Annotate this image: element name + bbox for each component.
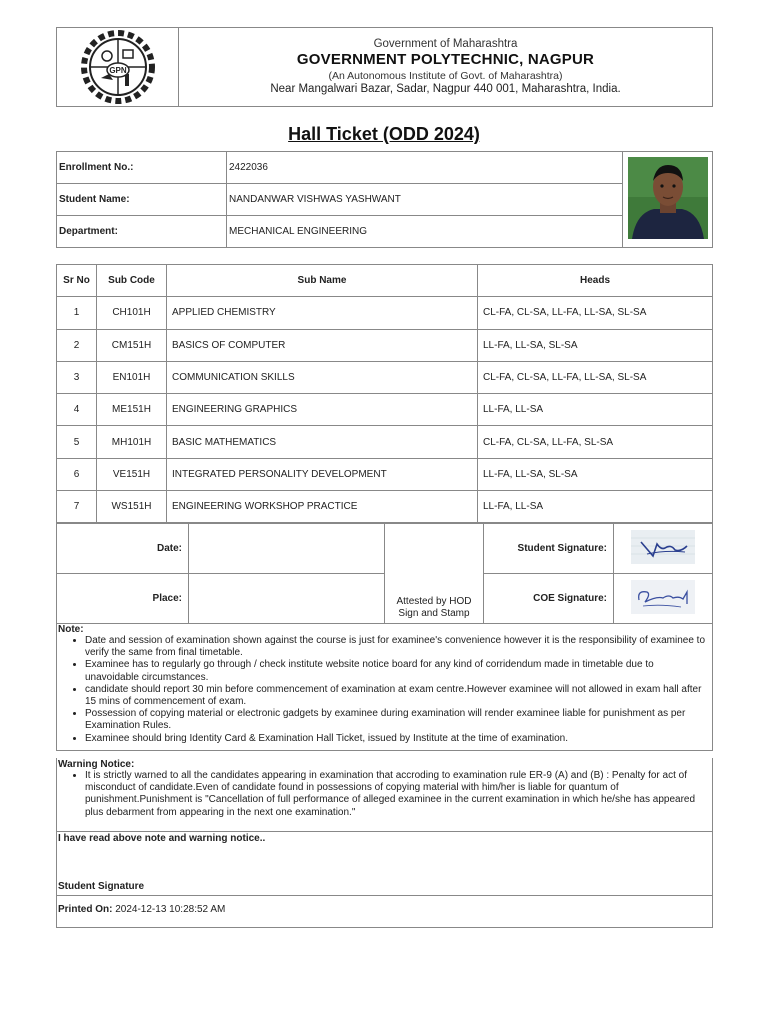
government-line: Government of Maharashtra xyxy=(373,38,518,50)
sub-name-cell: COMMUNICATION SKILLS xyxy=(167,361,478,393)
subjects-header-row xyxy=(57,265,713,297)
table-row xyxy=(57,458,713,490)
logo-text: GPN xyxy=(108,66,127,75)
heads-cell: LL-FA, LL-SA, SL-SA xyxy=(478,458,713,490)
sub-code-cell: WS151H xyxy=(97,491,167,523)
printed-on xyxy=(56,896,713,928)
col-header-sub-name: Sub Name xyxy=(167,265,478,297)
warning-list xyxy=(85,770,710,819)
col-header-heads: Heads xyxy=(478,265,713,297)
subjects-table xyxy=(56,264,713,523)
heads-cell: LL-FA, LL-SA xyxy=(478,394,713,426)
sub-code-cell: CH101H xyxy=(97,297,167,329)
institute-info xyxy=(179,28,712,106)
enrollment-value: 2422036 xyxy=(227,152,623,184)
hod-line2: Sign and Stamp xyxy=(398,608,470,619)
sr-no-cell: 3 xyxy=(57,361,97,393)
coe-signature-image xyxy=(631,580,695,614)
heads-cell: CL-FA, CL-SA, LL-FA, SL-SA xyxy=(478,426,713,458)
warning-heading: Warning Notice: xyxy=(58,759,135,770)
table-row xyxy=(57,361,713,393)
hod-attestation xyxy=(385,524,484,624)
signature-table xyxy=(56,523,713,624)
sr-no-cell: 7 xyxy=(57,491,97,523)
coe-signature-cell xyxy=(614,574,713,624)
sr-no-cell: 1 xyxy=(57,297,97,329)
institute-name: GOVERNMENT POLYTECHNIC, NAGPUR xyxy=(296,51,595,68)
table-row xyxy=(57,491,713,523)
student-photo xyxy=(628,157,708,239)
list-item: • Date and session of examination shown against the course is just for examinee's convenience however it is the responsibility of examinee to verify the same from final timetable. xyxy=(85,635,710,659)
department-row xyxy=(57,216,713,248)
note-list xyxy=(85,635,710,745)
sr-no-cell: 2 xyxy=(57,329,97,361)
sub-name-cell: ENGINEERING WORKSHOP PRACTICE xyxy=(167,491,478,523)
student-name-label: Student Name: xyxy=(57,184,227,216)
sub-name-cell: APPLIED CHEMISTRY xyxy=(167,297,478,329)
enrollment-row xyxy=(57,152,713,184)
col-header-sub-code: Sub Code xyxy=(97,265,167,297)
student-signature-label: Student Signature: xyxy=(484,524,614,574)
sub-name-cell: BASIC MATHEMATICS xyxy=(167,426,478,458)
coe-signature-label: COE Signature: xyxy=(484,574,614,624)
heads-cell: LL-FA, LL-SA, SL-SA xyxy=(478,329,713,361)
note-heading: Note: xyxy=(58,624,84,635)
sub-name-cell: ENGINEERING GRAPHICS xyxy=(167,394,478,426)
sub-code-cell: VE151H xyxy=(97,458,167,490)
student-name-row xyxy=(57,184,713,216)
sub-code-cell: MH101H xyxy=(97,426,167,458)
date-value xyxy=(189,524,385,574)
heads-cell: LL-FA, LL-SA xyxy=(478,491,713,523)
institute-logo-cell xyxy=(57,28,179,106)
list-item: • candidate should report 30 min before commencement of examination at exam centre.However examinee will not allowed in exam hall after 15 mins of commencement of exam. xyxy=(85,684,710,708)
table-row xyxy=(57,297,713,329)
date-label: Date: xyxy=(57,524,189,574)
date-row xyxy=(57,524,713,574)
student-info-table xyxy=(56,151,713,248)
sub-code-cell: EN101H xyxy=(97,361,167,393)
hod-line1: Attested by HOD xyxy=(396,596,472,607)
place-label: Place: xyxy=(57,574,189,624)
acknowledgement-text: I have read above note and warning notice.. xyxy=(58,833,266,844)
institute-status: (An Autonomous Institute of Govt. of Maharashtra) xyxy=(328,70,563,82)
table-row xyxy=(57,394,713,426)
list-item: • Examinee has to regularly go through / check institute website notice board for any kind of corridendum made in timetable due to unavoidable circumstances. xyxy=(85,659,710,683)
list-item: • It is strictly warned to all the candidates appearing in examination that accroding to examination rule ER-9 (A) and (B) : Penalty for act of misconduct of candidate.Even of candidate found in possessions of copying material with him/her is liable for quantum of punishment.Punishment is "Cancellation of full performance of alleged examinee in the current examination in which he/she has appeared plus debarment from appearing in the next one examination." xyxy=(85,770,710,819)
heads-cell: CL-FA, CL-SA, LL-FA, LL-SA, SL-SA xyxy=(478,361,713,393)
enrollment-label: Enrollment No.: xyxy=(57,152,227,184)
place-value xyxy=(189,574,385,624)
list-item: • Possession of copying material or electronic gadgets by examinee during examination will render examinee liable for punishment as per Examination Rules. xyxy=(85,708,710,732)
sr-no-cell: 5 xyxy=(57,426,97,458)
list-item: • Examinee should bring Identity Card & Examination Hall Ticket, issued by Institute at the time of examination. xyxy=(85,733,710,745)
sr-no-cell: 4 xyxy=(57,394,97,426)
department-value: MECHANICAL ENGINEERING xyxy=(227,216,623,248)
sub-code-cell: ME151H xyxy=(97,394,167,426)
student-name-value: NANDANWAR VISHWAS YASHWANT xyxy=(227,184,623,216)
note-section xyxy=(56,623,713,751)
student-signature-cell xyxy=(614,524,713,574)
student-signature-image xyxy=(631,530,695,564)
acknowledgement-section xyxy=(56,832,713,896)
col-header-sr-no: Sr No xyxy=(57,265,97,297)
heads-cell: CL-FA, CL-SA, LL-FA, LL-SA, SL-SA xyxy=(478,297,713,329)
student-photo-cell xyxy=(623,152,713,248)
sub-code-cell: CM151H xyxy=(97,329,167,361)
printed-on-value: 2024-12-13 10:28:52 AM xyxy=(115,904,226,915)
student-signature-caption: Student Signature xyxy=(58,881,145,892)
sr-no-cell: 6 xyxy=(57,458,97,490)
department-label: Department: xyxy=(57,216,227,248)
page-title: Hall Ticket (ODD 2024) xyxy=(288,124,480,144)
table-row xyxy=(57,426,713,458)
institute-header xyxy=(56,27,713,107)
printed-on-label: Printed On: xyxy=(58,904,113,915)
table-row xyxy=(57,329,713,361)
institute-address: Near Mangalwari Bazar, Sadar, Nagpur 440 001, Maharashtra, India. xyxy=(270,83,621,95)
gpn-logo-icon xyxy=(79,28,157,106)
warning-section xyxy=(56,758,713,832)
sub-name-cell: INTEGRATED PERSONALITY DEVELOPMENT xyxy=(167,458,478,490)
sub-name-cell: BASICS OF COMPUTER xyxy=(167,329,478,361)
